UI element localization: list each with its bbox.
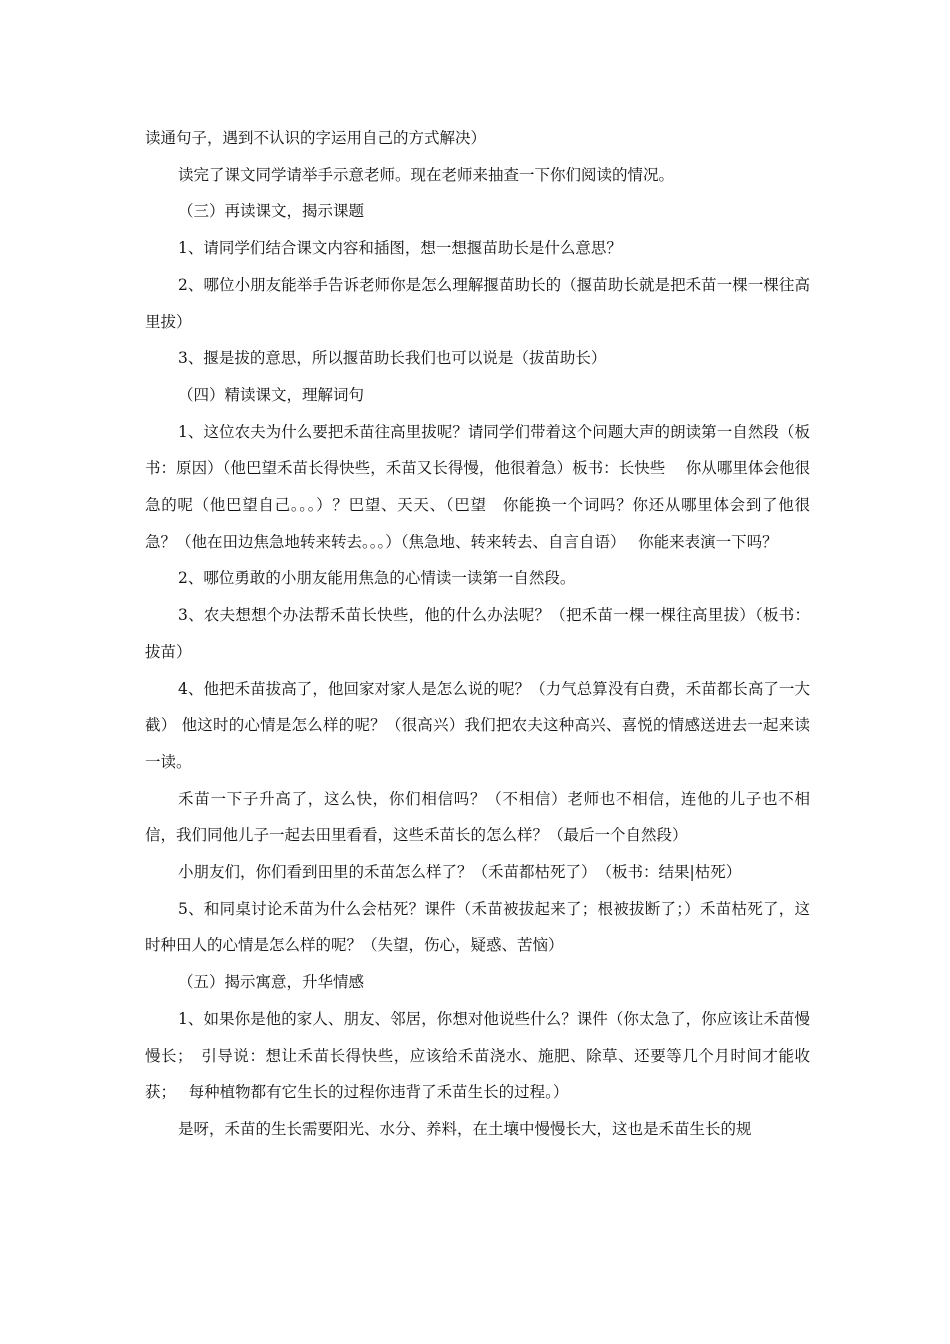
section-heading: （五）揭示寓意，升华情感 [178, 973, 365, 992]
paragraph: 2、哪位勇敢的小朋友能用焦急的心情读一读第一自然段。 [178, 569, 576, 588]
paragraph: 1、如果你是他的家人、朋友、邻居，你想对他说些什么？课件（你太急了，你应该让禾苗慢慢长； 引导说：想让禾苗长得快些，应该给禾苗浇水、施肥、除草、还要等几个月时间才能收获； 每种植物都有它生长的过程你违背了禾苗生长的过程。） [145, 1009, 810, 1102]
paragraph: 1、请同学们结合课文内容和插图，想一想揠苗助长是什么意思？ [178, 239, 622, 258]
paragraph: 读完了课文同学请举手示意老师。现在老师来抽查一下你们阅读的情况。 [178, 165, 675, 184]
paragraph: 读通句子，遇到不认识的字运用自己的方式解决） [145, 129, 487, 147]
paragraph: 3、揠是拔的意思，所以揠苗助长我们也可以说是（拔苗助长） [178, 349, 607, 368]
document-body [145, 120, 810, 1148]
paragraph: 3、农夫想想个办法帮禾苗长快些，他的什么办法呢？（把禾苗一棵一棵往高里拔）（板书：拔苗） [145, 606, 810, 661]
paragraph: 是呀，禾苗的生长需要阳光、水分、养料，在土壤中慢慢长大，这也是禾苗生长的规 [178, 1119, 752, 1138]
paragraph: 5、和同桌讨论禾苗为什么会枯死？课件（禾苗被拔起来了；根被拔断了；）禾苗枯死了，这时种田人的心情是怎么样的呢？（失望，伤心，疑惑、苦恼） [145, 899, 810, 955]
paragraph: 1、这位农夫为什么要把禾苗往高里拔呢？请同学们带着这个问题大声的朗读第一自然段（板书：原因）（他巴望禾苗长得快些，禾苗又长得慢，他很着急）板书：长快些 你从哪里体会他很急的呢（他巴望自己。。。）？巴望、天天、（巴望 你能换一个词吗？你还从哪里体会到了他很急？（他在田边焦急地转来转去。。。）（焦急地、转来转去、自言自语） 你能来表演一下吗？ [145, 422, 810, 551]
section-heading: （四）精读课文，理解词句 [178, 385, 365, 404]
paragraph: 2、哪位小朋友能举手告诉老师你是怎么理解揠苗助长的（揠苗助长就是把禾苗一棵一棵往高里拔） [145, 275, 810, 331]
paragraph: 禾苗一下子升高了，这么快，你们相信吗？（不相信）老师也不相信，连他的儿子也不相信，我们同他儿子一起去田里看看，这些禾苗长的怎么样？（最后一个自然段） [145, 789, 810, 845]
paragraph: 小朋友们，你们看到田里的禾苗怎么样了？（禾苗都枯死了） （板书：结果|枯死） [178, 863, 742, 882]
paragraph: 4、他把禾苗拔高了，他回家对家人是怎么说的呢？（力气总算没有白费，禾苗都长高了一大截） 他这时的心情是怎么样的呢？（很高兴）我们把农夫这种高兴、喜悦的情感送进去一起来读一读。 [145, 679, 810, 771]
section-heading: （三）再读课文，揭示课题 [178, 202, 365, 221]
